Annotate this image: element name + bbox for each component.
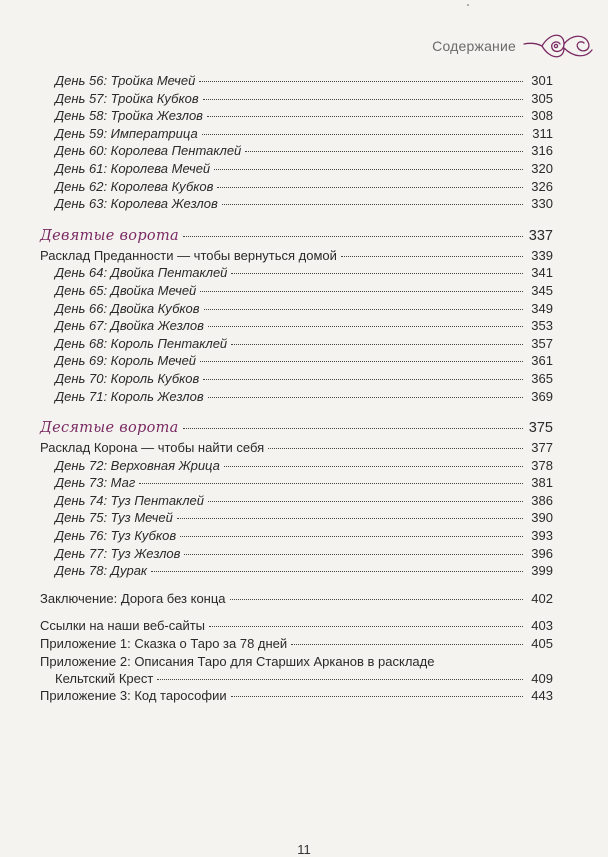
page-number: 402 [531,590,553,606]
block-days-72-78 [40,457,553,580]
entry-title: День 71: Король Жезлов [55,388,204,404]
page-number: 316 [531,143,553,159]
entry-title: День 72: Верховная Жрица [55,457,220,473]
entry-title: День 59: Императрица [55,125,198,141]
page-number: 399 [531,563,553,579]
toc-entry-day[interactable] [40,178,553,196]
entry-title: День 61: Королева Мечей [55,160,211,176]
entry-title: День 64: Двойка Пентаклей [55,265,228,281]
page-number: 320 [531,160,553,176]
page-number: 353 [531,318,553,334]
dot-leader [231,273,523,274]
page-number: 377 [531,440,553,456]
running-head: Содержание [432,38,516,54]
toc-entry-day[interactable] [40,160,553,178]
dot-leader [245,151,523,152]
page-number: 301 [531,73,553,88]
toc-entry-websites[interactable] [40,617,553,635]
toc-entry-day[interactable] [40,107,553,125]
dot-leader [208,501,523,502]
page-number: 361 [531,353,553,369]
page-number: 326 [531,178,553,194]
page-number: 308 [531,108,553,124]
entry-title: День 60: Королева Пентаклей [55,143,242,159]
page-number: 386 [531,492,553,508]
entry-title: День 73: Маг [55,475,136,491]
page-number: 390 [531,510,553,526]
toc-entry-appendix-3[interactable] [40,687,553,705]
toc-entry-day[interactable] [40,335,553,353]
entry-title: День 57: Тройка Кубков [55,90,199,106]
dot-leader [200,291,523,292]
dot-leader [202,134,523,135]
entry-title: День 65: Двойка Мечей [55,282,197,298]
entry-title: День 63: Королева Жезлов [55,196,218,212]
toc-entry-day[interactable] [40,492,553,510]
page-number: 337 [528,227,553,244]
entry-title: День 66: Двойка Кубков [55,300,200,316]
dot-leader [207,116,523,117]
toc-entry-day[interactable] [40,317,553,335]
toc-entry-conclusion[interactable] [40,590,553,608]
section-heading-gate-10[interactable] [40,417,553,439]
entry-title: Расклад Корона — чтобы найти себя [40,440,265,456]
entry-title-line2-row [40,670,553,687]
page-number: 341 [531,265,553,281]
dot-leader [208,397,523,398]
dot-leader [184,554,523,555]
entry-title-line1: Приложение 2: Описания Таро для Старших Арканов в раскладе [40,653,435,669]
page-number: 349 [531,300,553,316]
toc-entry-day[interactable] [40,125,553,143]
toc-entry-day[interactable] [40,509,553,527]
page-number: 311 [532,125,553,141]
page-number: 396 [531,545,553,561]
dot-leader [224,466,523,467]
dot-leader [177,518,523,519]
entry-title: Приложение 3: Код тарософии [40,687,227,703]
page-number: 409 [531,670,553,686]
page-number: 405 [531,636,553,652]
dot-leader [157,679,523,680]
entry-title: День 78: Дурак [55,563,148,579]
page-number: 378 [531,457,553,473]
entry-title: День 56: Тройка Мечей [55,73,196,88]
page-number: 365 [531,370,553,386]
toc-entry-appendix-1[interactable] [40,635,553,653]
dot-leader [231,344,523,345]
page-number: 330 [531,196,553,212]
entry-title: День 58: Тройка Жезлов [55,108,203,124]
entry-title: День 75: Туз Мечей [55,510,173,526]
page-number: 369 [531,388,553,404]
dot-leader [151,571,523,572]
toc-entry-day[interactable] [40,282,553,300]
dot-leader [180,536,523,537]
dot-leader [203,379,523,380]
dot-leader [200,361,523,362]
block-days-64-71 [40,264,553,405]
toc-entry-day[interactable] [40,264,553,282]
entry-title: Заключение: Дорога без конца [40,590,226,606]
block-days-56-63 [40,72,553,213]
dot-leader [214,169,523,170]
dot-leader [291,644,523,645]
section-title: Девятые ворота [40,227,179,244]
dot-leader [183,236,523,237]
table-of-contents [40,72,553,704]
page-number: 345 [531,282,553,298]
toc-entry-day[interactable] [40,300,553,318]
toc-entry-day[interactable] [40,474,553,492]
entry-title: День 70: Король Кубков [55,370,200,386]
page-number: 403 [531,618,553,634]
page-number: 339 [531,247,553,263]
dot-leader [199,81,523,82]
dot-leader [231,696,523,697]
section-title: Десятые ворота [40,420,179,437]
page-number: 443 [531,687,553,703]
page-number: 357 [531,335,553,351]
print-speck [467,4,469,6]
toc-entry-day[interactable] [40,388,553,406]
toc-entry-day[interactable] [40,90,553,108]
dot-leader [222,204,523,205]
entry-title: День 62: Королева Кубков [55,178,214,194]
entry-title-line2: Кельтский Крест [55,670,154,686]
entry-title: День 69: Король Мечей [55,353,197,369]
dot-leader [209,626,523,627]
entry-title: День 76: Туз Кубков [55,528,177,544]
dot-leader [268,448,523,449]
toc-entry-spread-devotion[interactable] [40,247,553,265]
page-number: 393 [531,528,553,544]
dot-leader [208,326,523,327]
page-number: 381 [531,475,553,491]
dot-leader [203,99,523,100]
entry-title: День 74: Туз Пентаклей [55,492,204,508]
dot-leader [230,599,523,600]
toc-entry-day[interactable] [40,457,553,475]
page-number: 305 [531,90,553,106]
section-heading-gate-9[interactable] [40,225,553,247]
toc-entry-day[interactable] [40,72,553,90]
page-folio: 11 [297,842,311,857]
toc-entry-day[interactable] [40,352,553,370]
entry-title: День 67: Двойка Жезлов [55,318,204,334]
entry-title: День 68: Король Пентаклей [55,335,228,351]
entry-title: Приложение 1: Сказка о Таро за 78 дней [40,636,288,652]
toc-entry-day[interactable] [40,195,553,213]
dot-leader [183,428,523,429]
entry-title: Расклад Преданности — чтобы вернуться домой [40,247,337,263]
dot-leader [204,309,523,310]
dot-leader [139,483,523,484]
entry-title: День 77: Туз Жезлов [55,545,181,561]
dot-leader [217,187,523,188]
entry-title: Ссылки на наши веб-сайты [40,618,206,634]
toc-entry-day[interactable] [40,562,553,580]
dot-leader [341,256,523,257]
toc-entry-day[interactable] [40,370,553,388]
toc-entry-day[interactable] [40,527,553,545]
toc-entry-day[interactable] [40,142,553,160]
toc-entry-day[interactable] [40,545,553,563]
scroll-flourish-icon [520,24,600,74]
toc-entry-appendix-2[interactable] [40,653,553,687]
page-number: 375 [528,420,553,437]
toc-entry-spread-crown[interactable] [40,439,553,457]
